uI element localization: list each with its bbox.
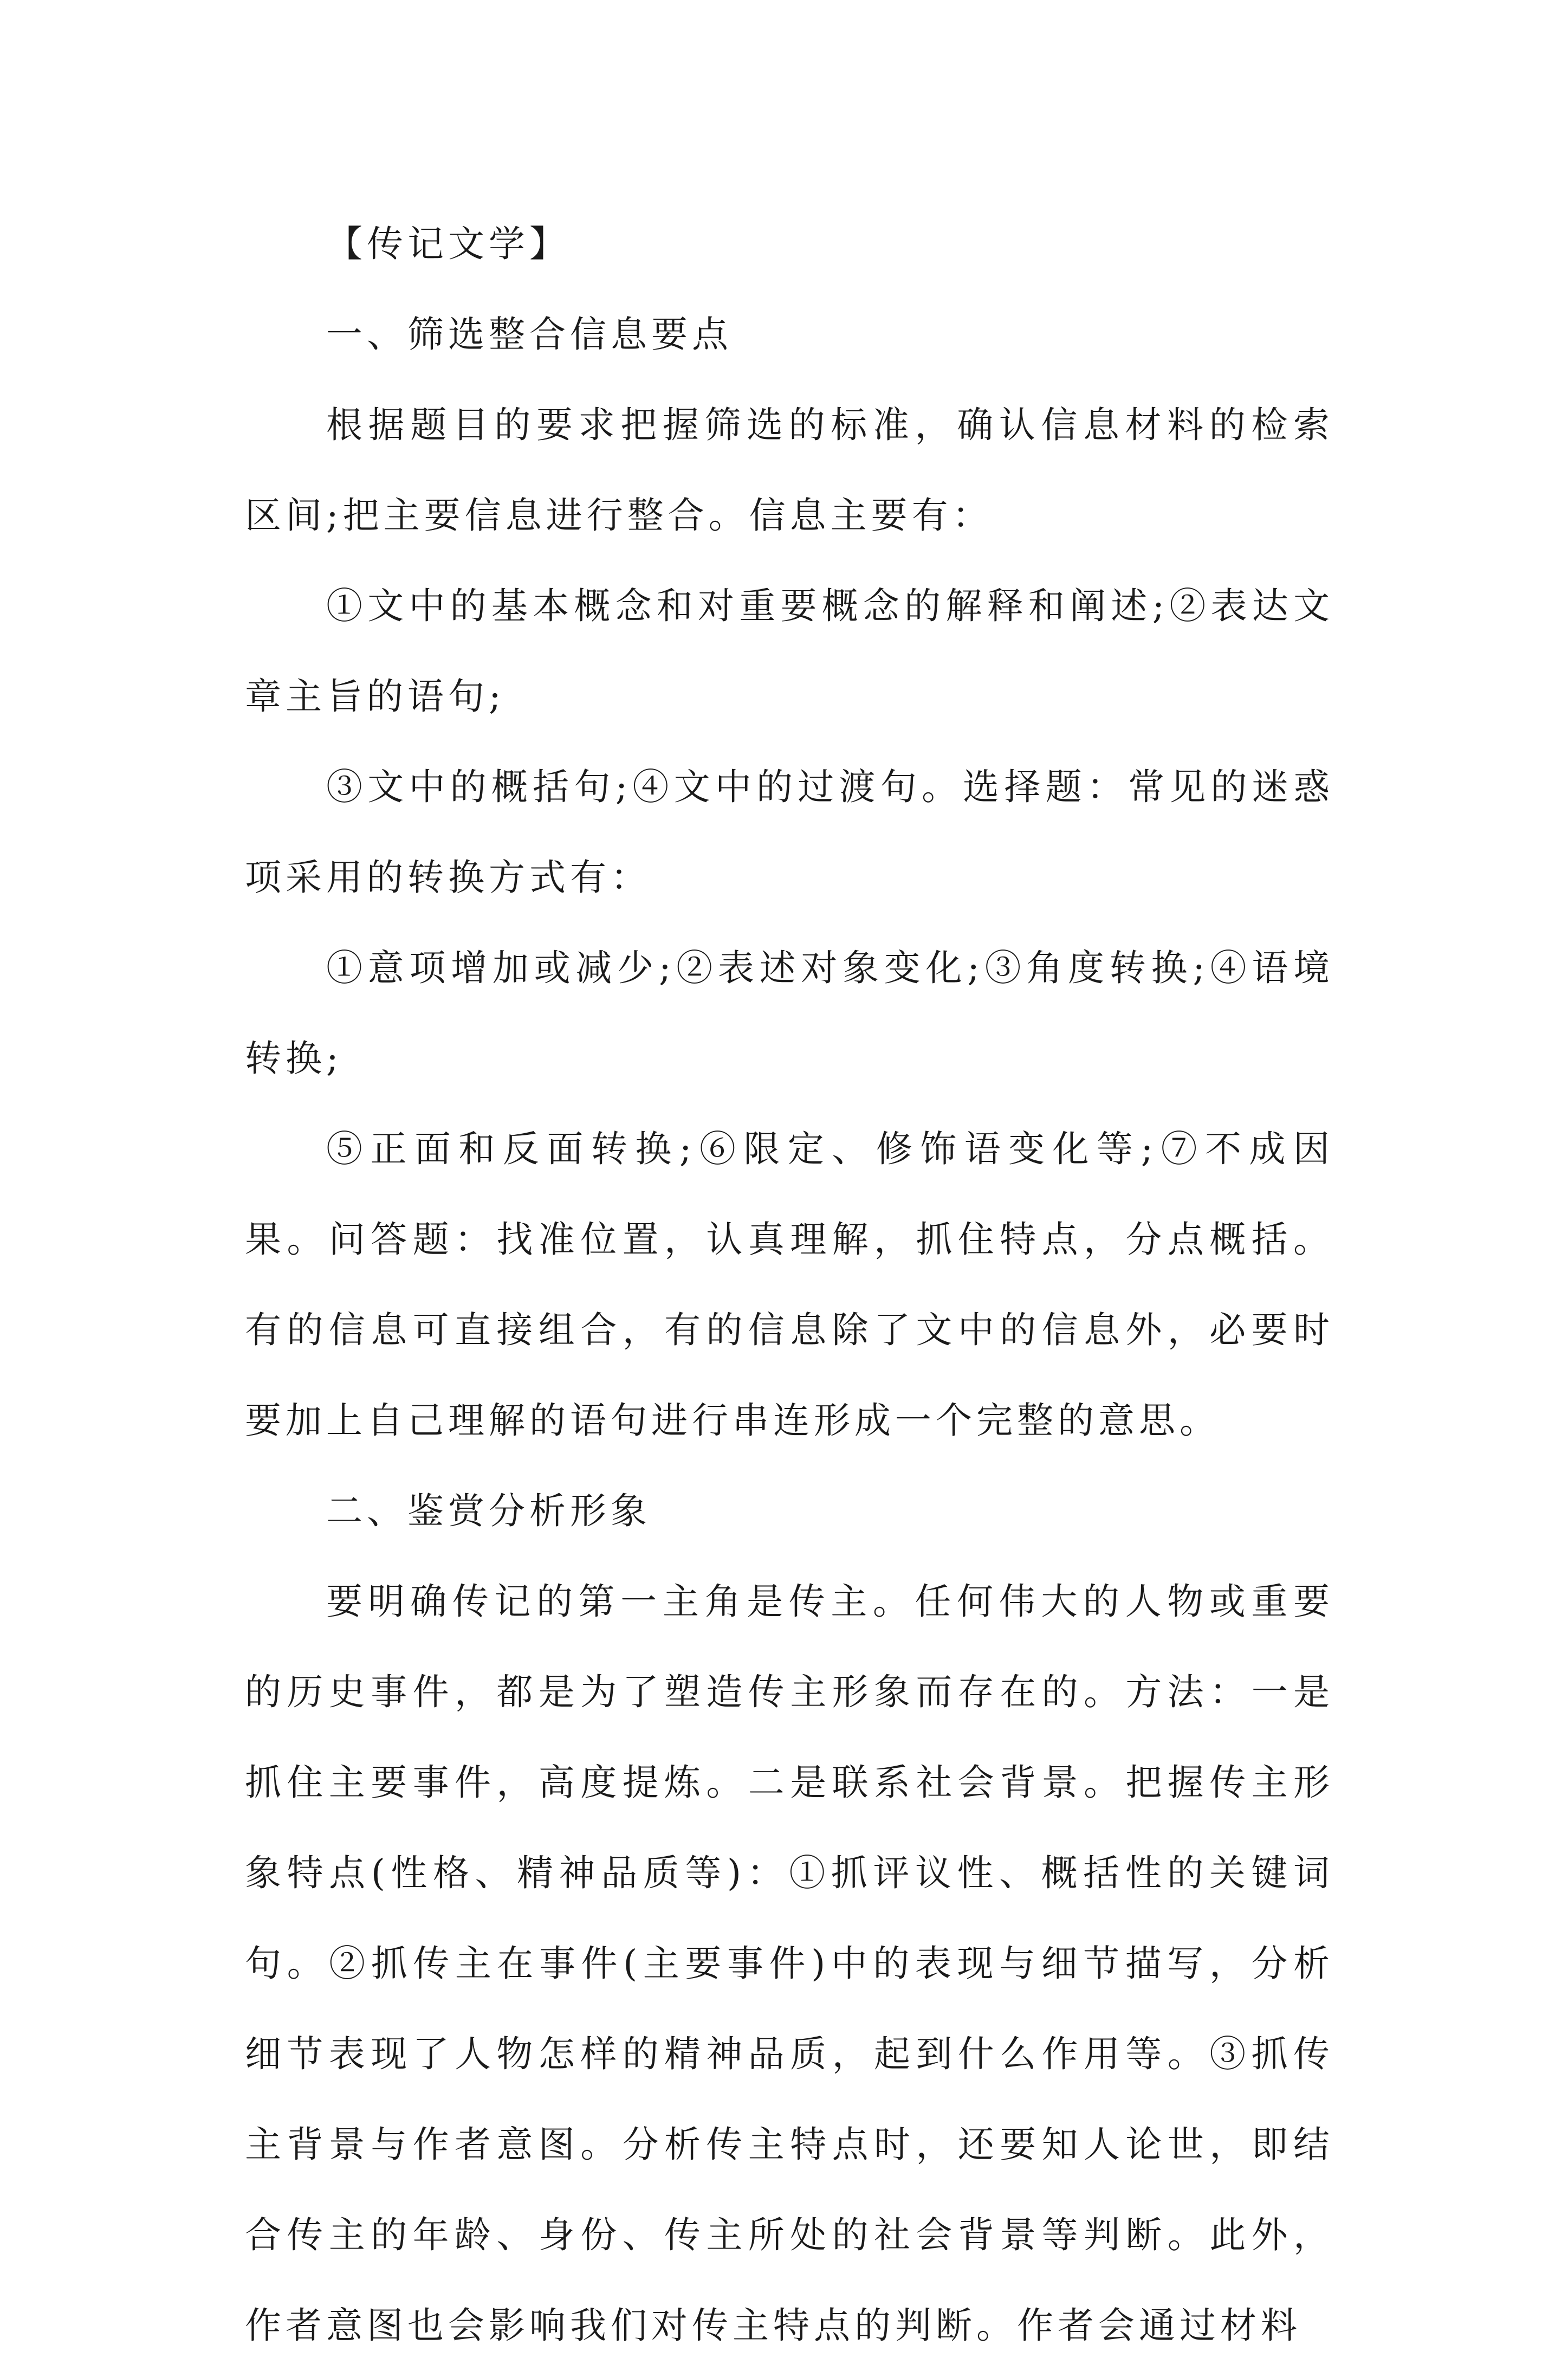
paragraph-summary-sentences: ③文中的概括句;④文中的过渡句。选择题：常见的迷惑项采用的转换方式有： — [245, 766, 1334, 899]
document-page — [245, 199, 1334, 2371]
heading-analyze-image: 二、鉴赏分析形象 — [326, 1490, 651, 1532]
paragraph-biography-protagonist: 要明确传记的第一主角是传主。任何伟大的人物或重要的历史事件，都是为了塑造传主形象而存在的。方法：一是抓住主要事件，高度提炼。二是联系社会背景。把握传主形象特点(性格、精神品质等)：①抓评议性、概括性的关键词句。②抓传主在事件(主要事件)中的表现与细节描写，分析细节表现了人物怎样的精神品质，起到什么作用等。③抓传主背景与作者意图。分析传主特点时，还要知人论世，即结合传主的年龄、身份、传主所处的社会背景等判断。此外，作者意图也会影响我们对传主特点的判断。作者会通过材料 — [245, 1580, 1334, 2347]
paragraph-conversion-methods: ①意项增加或减少;②表述对象变化;③角度转换;④语境转换; — [245, 947, 1334, 1080]
heading-filter-integrate-info: 一、筛选整合信息要点 — [326, 313, 733, 356]
paragraph-concepts: ①文中的基本概念和对重要概念的解释和阐述;②表达文章主旨的语句; — [245, 585, 1334, 718]
paragraph-filter-standard: 根据题目的要求把握筛选的标准，确认信息材料的检索区间;把主要信息进行整合。信息主要有： — [245, 404, 1334, 537]
section-title-biography: 【传记文学】 — [326, 223, 570, 265]
paragraph-answer-methods: ⑤正面和反面转换;⑥限定、修饰语变化等;⑦不成因果。问答题：找准位置，认真理解，抓住特点，分点概括。有的信息可直接组合，有的信息除了文中的信息外，必要时要加上自己理解的语句进行串连形成一个完整的意思。 — [245, 1128, 1334, 1442]
